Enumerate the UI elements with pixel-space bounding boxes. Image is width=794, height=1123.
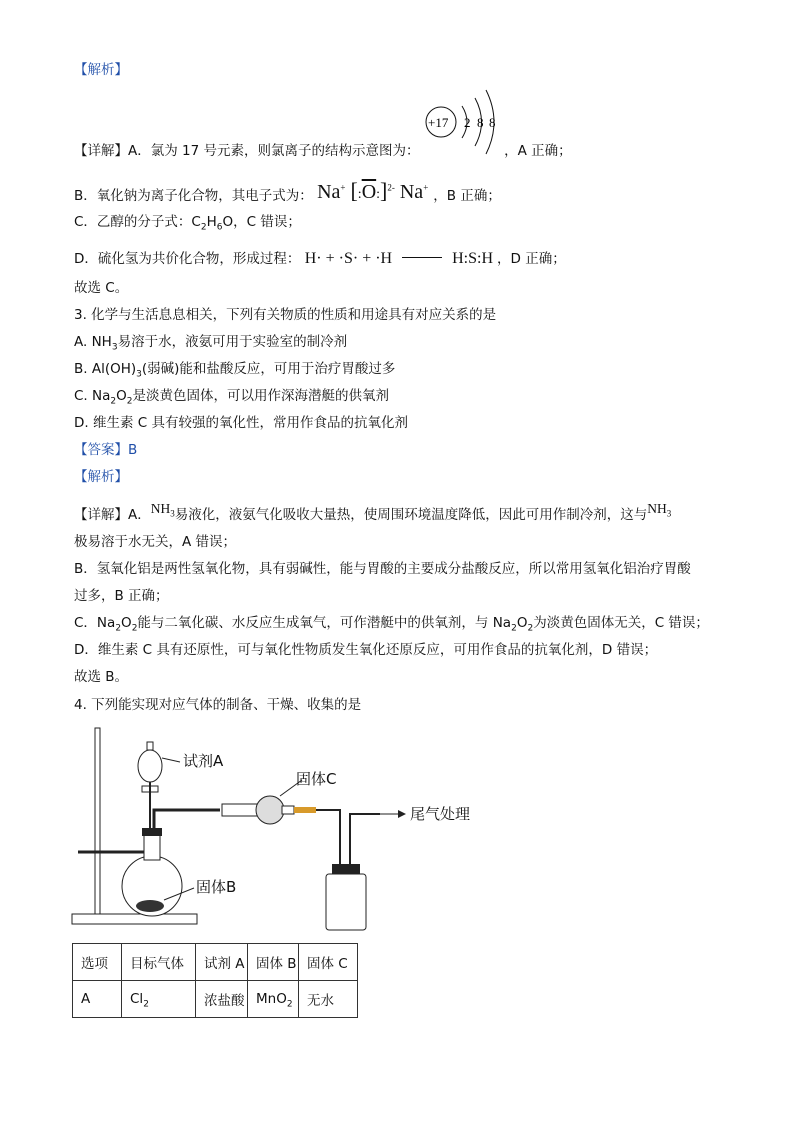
- q2-a-text: 【详解】A．氯为 17 号元素，则氯离子的结构示意图为：: [74, 143, 420, 159]
- q3-explain-b-cont: 过多，B 正确；: [74, 588, 169, 604]
- q2-line-b: [74, 178, 501, 206]
- q2-conclusion: 故选 C。: [74, 280, 129, 296]
- q2-b-text: B．氧化钠为离子化合物，其电子式为：: [74, 188, 313, 204]
- stand-base: [72, 914, 197, 924]
- header-gas: 目标气体: [122, 944, 196, 981]
- header-reagent-a: 试剂 A: [196, 944, 248, 981]
- nucleus-charge: +17: [428, 115, 449, 130]
- shell-electrons-2: 8: [477, 115, 484, 130]
- reagent-a-leader: [162, 758, 180, 762]
- label-solid-c: 固体C: [296, 770, 337, 788]
- h2s-formation-process: H· + ·S· + ·H H:S:H: [304, 250, 494, 267]
- header-solid-c: 固体 C: [299, 944, 358, 981]
- collecting-bottle: [326, 874, 366, 930]
- funnel-top: [147, 742, 153, 750]
- q3-explain-c: C．$Na_2O_2$能与二氧化碳、水反应生成氧气，可作潜艇中的供氧剂，与 $Na_2O_2$为淡黄色固体无关，C 错误；: [74, 615, 709, 634]
- funnel-bulb: [138, 750, 162, 782]
- bottle-stopper: [332, 864, 360, 874]
- tail-arrow-head: [398, 810, 406, 818]
- header-solid-b: 固体 B: [248, 944, 299, 981]
- q2-b-suffix: ，B 正确；: [433, 188, 501, 204]
- label-solid-b: 固体B: [196, 878, 237, 896]
- table-header-row: [73, 944, 358, 981]
- q2-a-suffix: ，A 正确；: [504, 143, 572, 159]
- q3-answer: 【答案】B: [74, 442, 138, 458]
- q3-explain-b: B．氢氧化铝是两性氢氧化物，具有弱碱性，能与胃酸的主要成分盐酸反应，所以常用氢氧化铝治疗胃酸: [74, 561, 691, 577]
- label-reagent-a: 试剂A: [183, 752, 224, 770]
- q3-conclusion: 故选 B。: [74, 669, 129, 685]
- cell-solid-b: MnO$_2$: [248, 981, 299, 1018]
- solid-b-pile: [136, 900, 164, 912]
- q4-stem: 4. 下列能实现对应气体的制备、干燥、收集的是: [74, 697, 362, 713]
- q3-jiexi-heading: 【解析】: [74, 469, 128, 485]
- q2-line-c: C．乙醇的分子式：$C_2H_6O$，C 错误；: [74, 214, 301, 233]
- q2-jiexi-heading: 【解析】: [74, 62, 128, 78]
- shell-electrons-1: 2: [464, 115, 471, 130]
- stand-rod: [95, 728, 100, 914]
- label-tail-gas: 尾气处理: [410, 805, 471, 823]
- q2-line-a: [74, 142, 572, 160]
- q2-line-d: [74, 250, 566, 268]
- cell-gas: $Cl_2$: [122, 981, 196, 1018]
- header-option: 选项: [73, 944, 122, 981]
- q3-option-b: B. $Al(OH)_3$(弱碱)能和盐酸反应，可用于治疗胃酸过多: [74, 361, 396, 380]
- q3-option-c: C. $Na_2O_2$是淡黄色固体，可以用作深海潜艇的供氧剂: [74, 388, 389, 407]
- q2-d-text: D．硫化氢为共价化合物，形成过程：: [74, 251, 301, 267]
- drying-tube-end: [282, 806, 294, 814]
- q3-stem: 3. 化学与生活息息相关，下列有关物质的性质和用途具有对应关系的是: [74, 307, 497, 323]
- q3-option-d: D. 维生素 C 具有较强的氧化性，常用作食品的抗氧化剂: [74, 415, 408, 431]
- shell-electrons-3: 8: [489, 115, 496, 130]
- q3-explain-a: 【详解】A．$NH_3$易液化，液氨气化吸收大量热，使周围环境温度降低，因此可用作制冷剂，这与$NH_3$: [74, 501, 672, 523]
- cell-option: A: [73, 981, 122, 1018]
- solid-c-packing: [256, 796, 284, 824]
- options-table: [72, 943, 358, 1018]
- q2-d-suffix: ，D 正确；: [497, 251, 566, 267]
- na2o-electron-formula: Na+ $[:\overline{O}:]^{2-}$ Na+: [317, 178, 429, 203]
- cell-reagent: 浓盐酸: [196, 981, 248, 1018]
- gas-apparatus-diagram: [70, 724, 490, 936]
- reaction-arrow: [402, 257, 442, 258]
- delivery-tube: [154, 810, 220, 828]
- q3-explain-d: D．维生素 C 具有还原性，可与氧化性物质发生氧化还原反应，可用作食品的抗氧化剂，D 错误；: [74, 642, 658, 658]
- table-row: [73, 981, 358, 1018]
- q3-explain-a-cont: 极易溶于水无关，A 错误；: [74, 534, 237, 550]
- rubber-connector: [294, 807, 316, 813]
- cell-solid-c: 无水: [299, 981, 358, 1018]
- q3-option-a: A. $NH_3$易溶于水，液氨可用于实验室的制冷剂: [74, 334, 348, 353]
- stopper: [142, 828, 162, 836]
